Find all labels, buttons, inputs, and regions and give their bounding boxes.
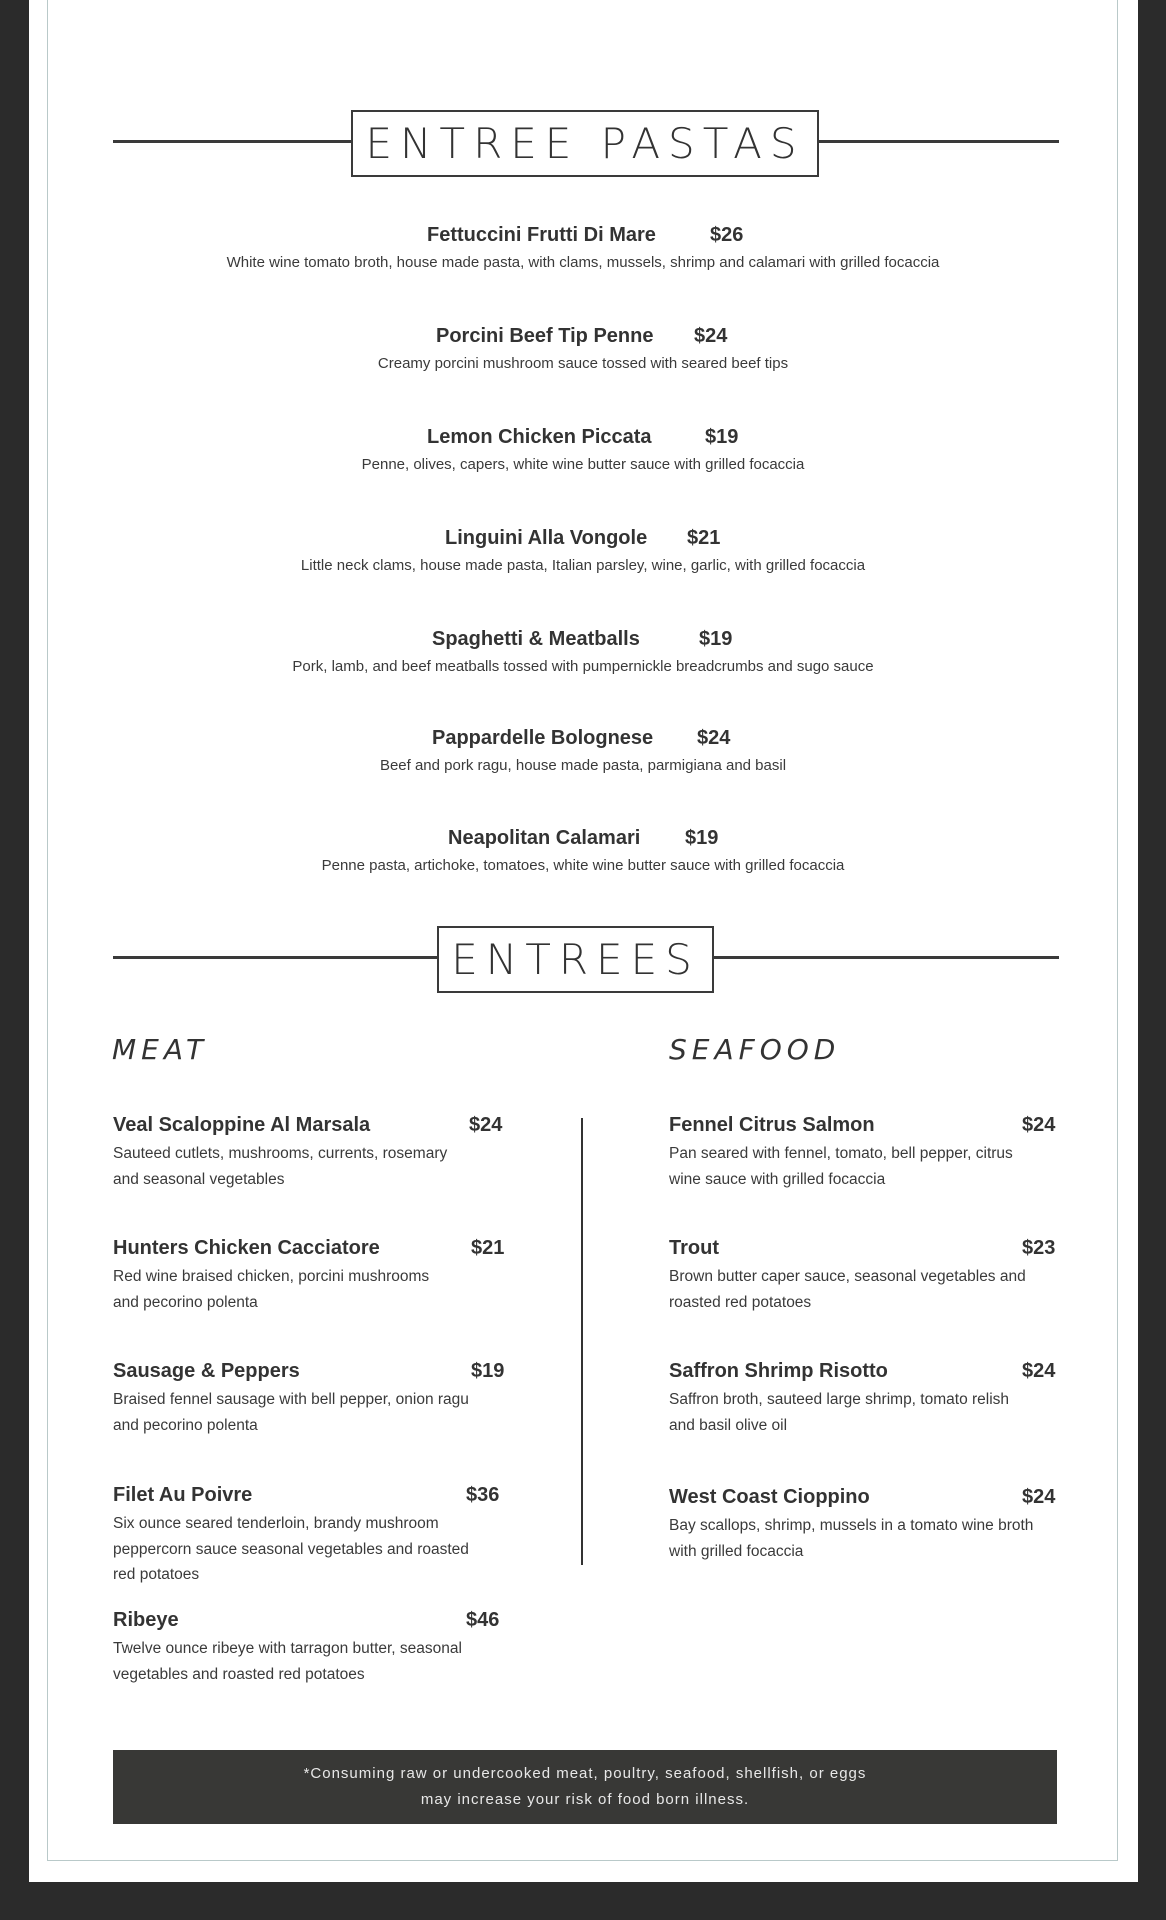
item-price: $24 — [469, 1114, 503, 1136]
item-description: Penne pasta, artichoke, tomatoes, white wine butter sauce with grilled focaccia — [321, 857, 845, 874]
item-name: Trout — [669, 1237, 719, 1259]
item-name: Spaghetti & Meatballs — [432, 628, 640, 650]
item-price: $26 — [710, 224, 744, 246]
item-name: Neapolitan Calamari — [448, 827, 641, 849]
disclaimer-line-2: may increase your risk of food born illness. — [420, 1791, 750, 1808]
item-description: Pan seared with fennel, tomato, bell pepper, citrus wine sauce with grilled focaccia — [669, 1145, 1013, 1188]
item-price: $19 — [699, 628, 733, 650]
item-price: $24 — [1022, 1360, 1056, 1382]
section-header-pastas — [113, 110, 1059, 178]
item-description: Pork, lamb, and beef meatballs tossed with pumpernickle breadcrumbs and sugo sauce — [292, 658, 874, 675]
item-description: White wine tomato broth, house made pasta, with clams, mussels, shrimp and calamari with grilled focaccia — [226, 254, 940, 271]
item-name: Saffron Shrimp Risotto — [669, 1360, 888, 1382]
item-description: Bay scallops, shrimp, mussels in a tomato wine broth with grilled focaccia — [669, 1517, 1034, 1560]
item-name: West Coast Cioppino — [669, 1486, 870, 1508]
item-description: Six ounce seared tenderloin, brandy mushroom peppercorn sauce seasonal vegetables and roasted red potatoes — [113, 1515, 469, 1583]
item-name: Linguini Alla Vongole — [445, 527, 648, 549]
item-price: $24 — [1022, 1486, 1056, 1508]
health-disclaimer — [113, 1750, 1057, 1824]
item-description: Twelve ounce ribeye with tarragon butter, seasonal vegetables and roasted red potatoes — [113, 1640, 462, 1683]
item-price: $24 — [694, 325, 728, 347]
item-price: $23 — [1022, 1237, 1056, 1259]
item-name: Filet Au Poivre — [113, 1484, 253, 1506]
section-title-entrees: ENTREES — [437, 926, 714, 993]
section-header-entrees — [113, 926, 1059, 994]
item-description: Penne, olives, capers, white wine butter sauce with grilled focaccia — [361, 456, 805, 473]
item-name: Ribeye — [113, 1609, 179, 1631]
item-description: Beef and pork ragu, house made pasta, parmigiana and basil — [379, 757, 787, 774]
item-name: Sausage & Peppers — [113, 1360, 300, 1382]
item-description: Brown butter caper sauce, seasonal vegetables and roasted red potatoes — [669, 1268, 1026, 1311]
column-divider — [581, 1118, 583, 1565]
item-description: Little neck clams, house made pasta, Italian parsley, wine, garlic, with grilled focaccia — [300, 557, 866, 574]
item-description: Creamy porcini mushroom sauce tossed with seared beef tips — [377, 355, 789, 372]
item-price: $19 — [705, 426, 739, 448]
item-price: $19 — [685, 827, 719, 849]
item-name: Porcini Beef Tip Penne — [436, 325, 654, 347]
item-description: Braised fennel sausage with bell pepper, onion ragu and pecorino polenta — [113, 1391, 469, 1434]
item-price: $46 — [466, 1609, 500, 1631]
item-price: $36 — [466, 1484, 500, 1506]
item-name: Fennel Citrus Salmon — [669, 1114, 875, 1136]
meat-column-title: MEAT — [112, 1033, 209, 1066]
item-description: Sauteed cutlets, mushrooms, currents, rosemary and seasonal vegetables — [113, 1145, 448, 1188]
seafood-column-title: SEAFOOD — [669, 1033, 841, 1066]
disclaimer-line-1: *Consuming raw or undercooked meat, poultry, seafood, shellfish, or eggs — [303, 1765, 867, 1782]
item-price: $21 — [687, 527, 721, 549]
item-price: $24 — [697, 727, 731, 749]
item-name: Fettuccini Frutti Di Mare — [427, 224, 656, 246]
item-price: $19 — [471, 1360, 505, 1382]
item-name: Veal Scaloppine Al Marsala — [113, 1114, 371, 1136]
item-price: $24 — [1022, 1114, 1056, 1136]
item-name: Hunters Chicken Cacciatore — [113, 1237, 380, 1259]
item-name: Pappardelle Bolognese — [432, 727, 654, 749]
item-price: $21 — [471, 1237, 505, 1259]
item-name: Lemon Chicken Piccata — [427, 426, 652, 448]
item-description: Saffron broth, sauteed large shrimp, tomato relish and basil olive oil — [669, 1391, 1010, 1434]
item-description: Red wine braised chicken, porcini mushrooms and pecorino polenta — [113, 1268, 430, 1311]
section-title-pastas: ENTREE PASTAS — [351, 110, 819, 177]
